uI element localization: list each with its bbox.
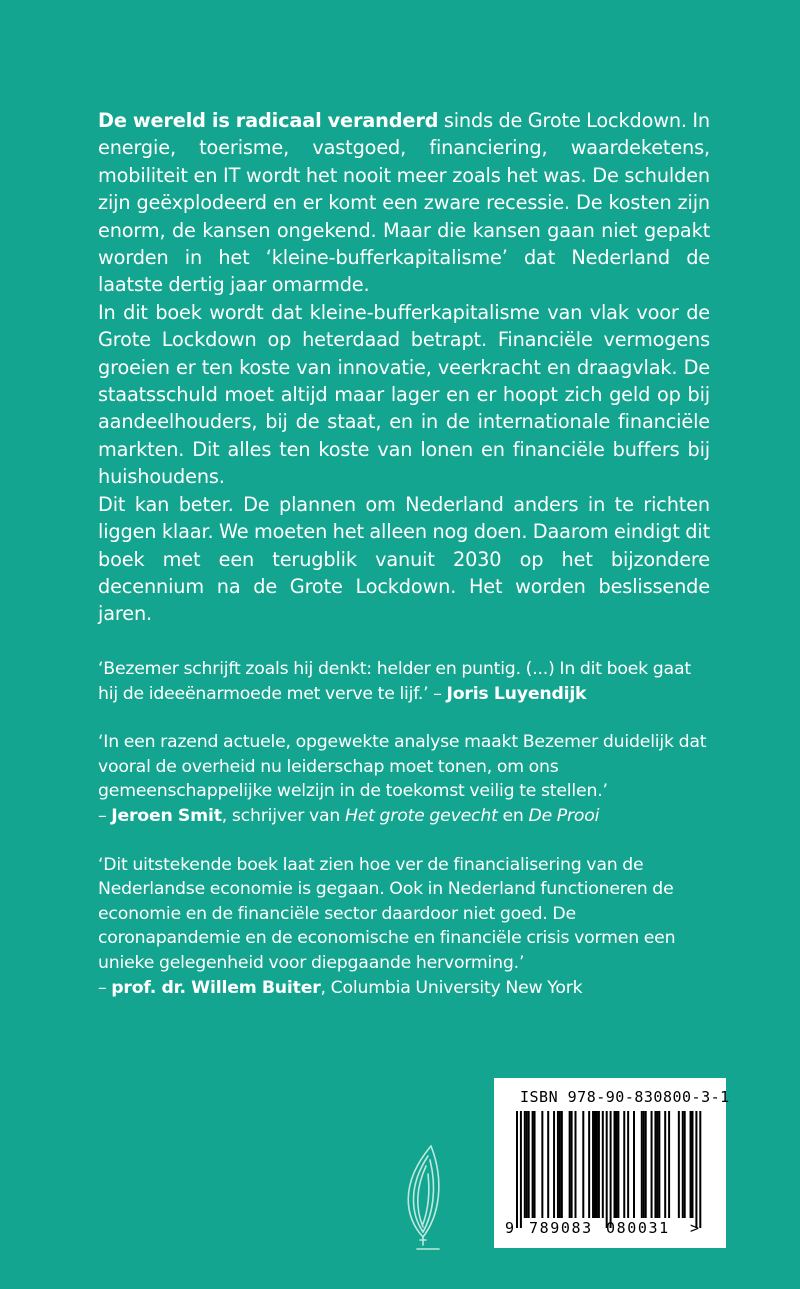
- barcode-bar: [614, 1111, 616, 1218]
- barcode-bar: [654, 1111, 656, 1218]
- barcode-bar: [690, 1111, 692, 1218]
- endorsement-1-text: ‘Bezemer schrijft zoals hij denkt: helder en puntig. (...) In dit boek gaat hij de ideeënarmoede met verve te lijf.’ –: [98, 659, 691, 704]
- barcode-bar: [658, 1111, 660, 1218]
- barcode-bar: [610, 1111, 612, 1228]
- barcode-bar: [617, 1111, 619, 1218]
- barcode-bar: [682, 1111, 684, 1218]
- barcode-bar: [557, 1111, 559, 1218]
- barcode-bar: [575, 1111, 577, 1218]
- barcode-bar: [651, 1111, 653, 1218]
- blurb-lead: De wereld is radicaal veranderd: [98, 109, 439, 132]
- barcode-bar: [664, 1111, 666, 1218]
- barcode-bar: [699, 1111, 701, 1228]
- barcode-bar: [561, 1111, 563, 1218]
- barcode-digit-first: 9: [505, 1219, 515, 1237]
- barcode-bar: [668, 1111, 670, 1218]
- barcode-bar: [553, 1111, 555, 1218]
- barcode-bar: [588, 1111, 590, 1218]
- barcode-bar: [641, 1111, 643, 1218]
- blurb-paragraph-1: [98, 107, 710, 299]
- barcode-bar: [692, 1111, 694, 1218]
- blurb: [98, 107, 710, 628]
- barcode-bar: [684, 1111, 686, 1218]
- barcode-bar: [526, 1111, 528, 1218]
- barcode-bar: [623, 1111, 625, 1218]
- barcode-bar: [571, 1111, 573, 1218]
- barcode-bar: [656, 1111, 658, 1218]
- isbn-barcode: [494, 1078, 730, 1248]
- barcode-bar: [569, 1111, 571, 1218]
- barcode-bar: [524, 1111, 526, 1218]
- barcode-bar: [627, 1111, 629, 1218]
- endorsement-1: [98, 657, 710, 706]
- barcode-bar: [615, 1111, 617, 1218]
- endorsements: [98, 657, 710, 1024]
- isbn-label: ISBN 978-90-830800-3-1: [520, 1088, 730, 1106]
- blurb-paragraph-3: Dit kan beter. De plannen om Nederland anders in te richten liggen klaar. We moeten het alleen nog doen. Daarom eindigt dit boek met een terugblik vanuit 2030 op het bijzondere decennium na de Grote Lockdown. Het worden beslissende jaren.: [98, 492, 710, 626]
- barcode-bar: [516, 1111, 518, 1228]
- endorsement-2-and: en: [497, 805, 529, 826]
- blurb-paragraph-1-text: sinds de Grote Lockdown. In energie, toerisme, vastgoed, financiering, waardeketens, mobiliteit en IT wordt het nooit meer zoals het was. De schulden zijn geëxplodeerd en er komt een zware recessie. De kosten zijn enorm, de kansen ongekend. Maar die kansen gaan niet gepakt worden in het ‘kleine-bufferkapitalisme’ dat Nederland de laatste dertig jaar omarmde.: [98, 109, 710, 297]
- endorsement-2-dash: –: [98, 805, 112, 826]
- barcode-bar: [594, 1111, 596, 1218]
- barcode-end-mark: >: [690, 1219, 700, 1237]
- barcode-bar: [596, 1111, 598, 1218]
- endorsement-3-affiliation: , Columbia University New York: [320, 977, 583, 998]
- barcode-bar: [547, 1111, 549, 1218]
- barcode-bar: [559, 1111, 561, 1218]
- endorsement-1-author: Joris Luyendijk: [446, 683, 587, 704]
- barcode-digits-left: 789083: [529, 1219, 593, 1237]
- endorsement-2-text: ‘In een razend actuele, opgewekte analyse maakt Bezemer duidelijk dat vooral de overheid nu leiderschap moet tonen, om ons gemeenschappelijke welzijn in de toekomst veilig te stellen.’: [98, 732, 707, 802]
- barcode-bar: [602, 1111, 604, 1218]
- barcode-bar: [520, 1111, 522, 1228]
- barcode-bar: [598, 1111, 600, 1218]
- endorsement-2-mid: , schrijver van: [221, 805, 345, 826]
- barcode-bar: [528, 1111, 530, 1218]
- endorsement-2-book-title-1: Het grote gevecht: [344, 805, 498, 826]
- blurb-paragraph-2: In dit boek wordt dat kleine-bufferkapitalisme van vlak voor de Grote Lockdown op heterdaad betrapt. Financiële vermogens groeien er ten koste van innovatie, veerkracht en draagvlak. De staatsschuld moet altijd maar lager en er hoopt zich geld op bij aandeelhouders, bij de staat, en in de internationale financiële markten. Dit alles ten koste van lonen en financiële buffers bij huishoudens.: [98, 300, 710, 489]
- barcode-bar: [541, 1111, 543, 1218]
- endorsement-3: [98, 853, 710, 1001]
- endorsement-2-book-title-2: De Prooi: [528, 805, 600, 826]
- barcode-bar: [643, 1111, 645, 1218]
- endorsement-2: [98, 730, 710, 828]
- barcode-bar: [645, 1111, 647, 1218]
- endorsement-3-author: prof. dr. Willem Buiter: [111, 977, 321, 998]
- barcode-bar: [592, 1111, 594, 1218]
- endorsement-2-author: Jeroen Smit: [111, 805, 222, 826]
- barcode-digits-right: 080031: [606, 1219, 670, 1237]
- barcode-bar: [633, 1111, 635, 1218]
- barcode-bar: [534, 1111, 536, 1218]
- barcode-bar: [606, 1111, 608, 1228]
- barcode-bar: [695, 1111, 697, 1228]
- barcode-bar: [678, 1111, 680, 1218]
- endorsement-3-text: ‘Dit uitstekende boek laat zien hoe ver de financialisering van de Nederlandse economie is gegaan. Ook in Nederland functioneren de economie en de financiële sector daardoor niet goed. De coronapandemie en de economische en financiële crisis vormen een unieke gelegenheid voor diepgaande hervorming.’: [98, 854, 676, 973]
- endorsement-3-dash: –: [98, 977, 112, 998]
- barcode-bar: [532, 1111, 534, 1218]
- barcode-bar: [582, 1111, 584, 1218]
- quill-pen-icon: [393, 1140, 453, 1252]
